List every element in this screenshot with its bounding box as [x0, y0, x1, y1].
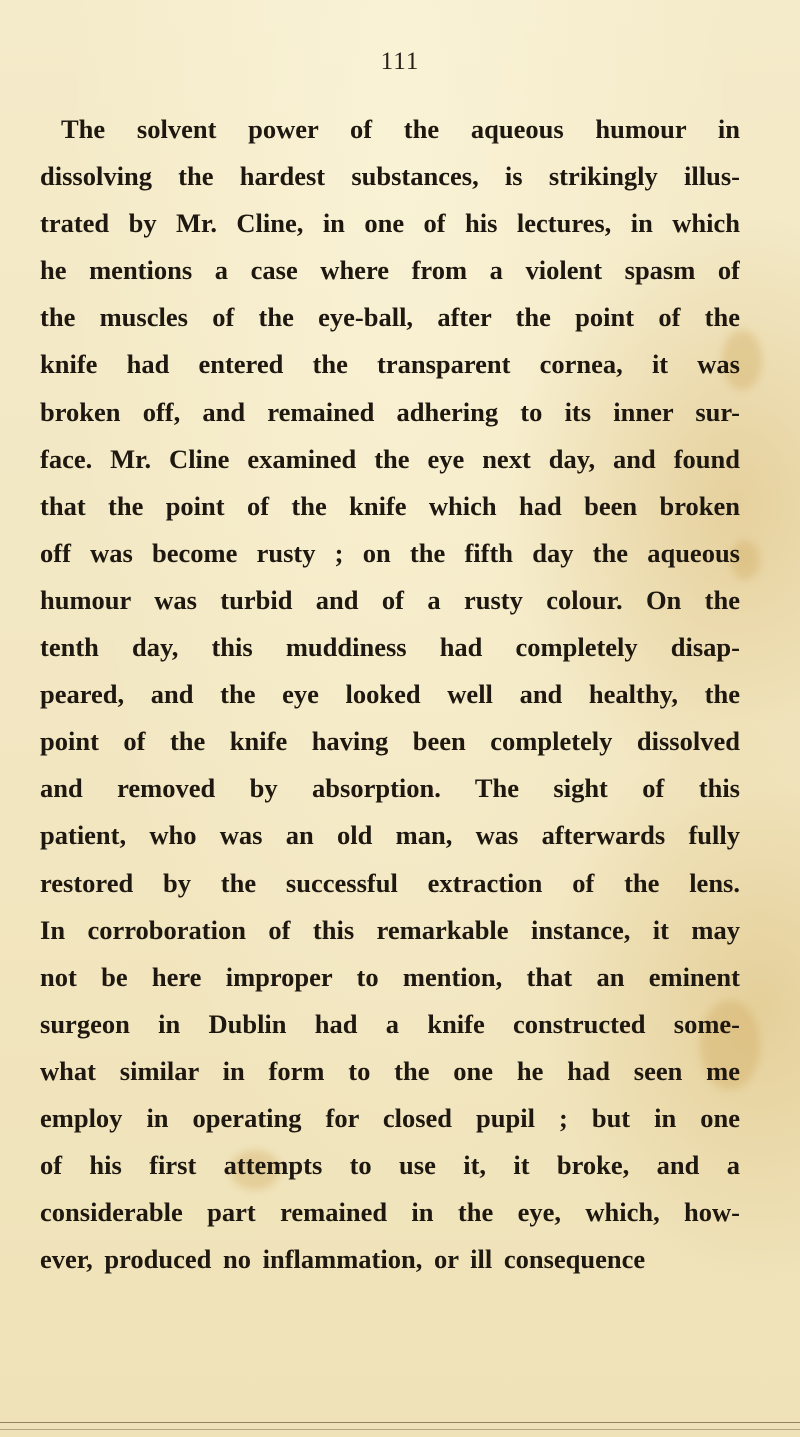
- text-line: trated by Mr. Cline, in one of his lectures, in which: [40, 208, 740, 239]
- text-line: the muscles of the eye-ball, after the point of the: [40, 302, 740, 333]
- text-line: what similar in form to the one he had seen me: [40, 1055, 740, 1086]
- text-line: face. Mr. Cline examined the eye next day, and found: [40, 443, 740, 474]
- page-number: 111: [380, 48, 420, 75]
- text-line: off was become rusty ; on the fifth day the aqueous: [40, 537, 740, 568]
- text-line: considerable part remained in the eye, which, how-: [40, 1197, 740, 1228]
- text-line: patient, who was an old man, was afterwards fully: [40, 820, 740, 851]
- text-line: employ in operating for closed pupil ; but in one: [40, 1102, 740, 1133]
- text-line: humour was turbid and of a rusty colour. On the: [40, 584, 740, 615]
- text-line: restored by the successful extraction of the lens.: [40, 867, 740, 898]
- page-edge-line: [0, 1422, 800, 1423]
- text-line: peared, and the eye looked well and healthy, the: [40, 679, 740, 710]
- text-line: ever, produced no inflammation, or ill consequence: [40, 1244, 646, 1275]
- text-line: not be here improper to mention, that an eminent: [40, 961, 740, 992]
- text-line: tenth day, this muddiness had completely disap-: [40, 632, 740, 663]
- text-line: point of the knife having been completely dissolved: [40, 726, 740, 757]
- text-line: of his first attempts to use it, it broke, and a: [40, 1150, 740, 1181]
- text-line: dissolving the hardest substances, is strikingly illus-: [40, 161, 740, 192]
- text-line: The solvent power of the aqueous humour in: [61, 114, 740, 144]
- text-line: and removed by absorption. The sight of this: [40, 773, 740, 804]
- text-line: that the point of the knife which had been broken: [40, 490, 740, 521]
- text-line: knife had entered the transparent cornea, it was: [40, 349, 740, 380]
- page-edge-line: [0, 1429, 800, 1430]
- text-line: surgeon in Dublin had a knife constructed some-: [40, 1008, 740, 1039]
- text-line: In corroboration of this remarkable instance, it may: [40, 914, 740, 945]
- text-line: he mentions a case where from a violent spasm of: [40, 255, 740, 286]
- text-line: broken off, and remained adhering to its inner sur-: [40, 396, 740, 427]
- body-text: [40, 106, 740, 1283]
